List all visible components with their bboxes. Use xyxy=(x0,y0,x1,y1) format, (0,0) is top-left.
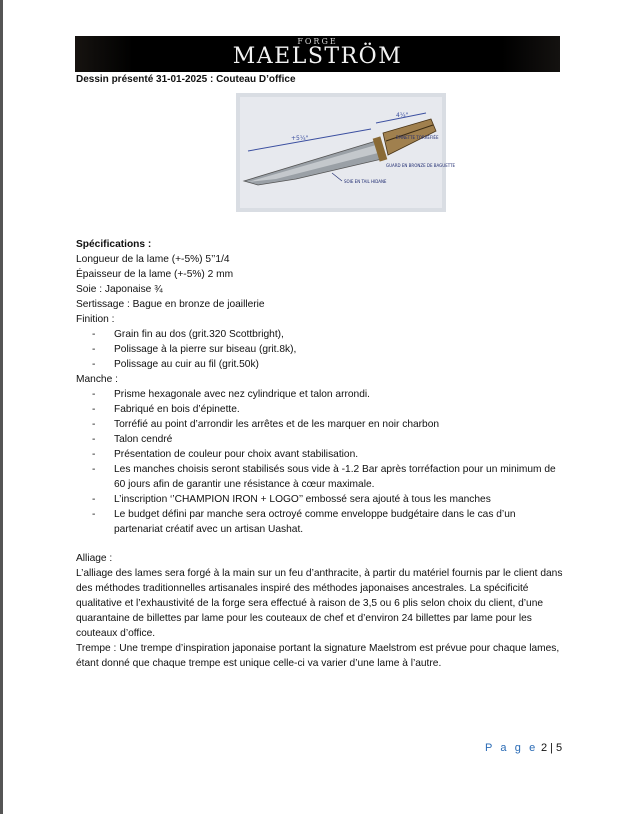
spec-line: Finition : xyxy=(76,314,115,325)
handle-item: - Torréfié au point d’arrondir les arrêtes et de les marquer en noir charbon xyxy=(92,419,440,430)
specs-heading: Spécifications : xyxy=(76,239,152,250)
handle-item: - Talon cendré xyxy=(92,434,173,445)
handle-dimension-note: 4¼" xyxy=(396,112,409,119)
bolster-note: GUARD EN BRONZE DE BAGUETTE xyxy=(386,163,456,168)
spec-line: Sertissage : Bague en bronze de joaillerie xyxy=(76,299,265,310)
finish-item: - Polissage à la pierre sur biseau (grit.8k), xyxy=(92,344,297,355)
finish-item: - Grain fin au dos (grit.320 Scottbright), xyxy=(92,329,284,340)
alloy-paragraph: L’alliage des lames sera forgé à la main sur un feu d’anthracite, à partir du matériel fournis par le client dans des méthodes traditionnelles artisanales inspiré des méthodes japonaises ancestrales. La spécificité qualitative et l’exhaustivité de la forge sera effectué à raison de 3,5 ou 6 plis selon choix du client, d’une quarantaine de billettes par lame pour les couteaux de chef et d’environ 24 billettes par lame pour les couteaux d’office. xyxy=(76,568,563,639)
document-body xyxy=(76,237,566,671)
page-edge xyxy=(0,0,3,814)
spec-line: Soie : Japonaise ¾ xyxy=(76,284,163,295)
spec-line: Épaisseur de la lame (+-5%) 2 mm xyxy=(76,269,234,280)
handle-item: - Le budget défini par manche sera octroyé comme enveloppe budgétaire dans le cas d’un partenariat créatif avec un artisan Uashat. xyxy=(92,509,516,535)
document-title: Dessin présenté 31-01-2025 : Couteau D’office xyxy=(76,74,296,85)
finish-item: - Polissage au cuir au fil (grit.50k) xyxy=(92,359,259,370)
knife-sketch-image xyxy=(236,93,456,212)
banner-subtitle: FORGE xyxy=(297,37,338,46)
page-label: P a g e xyxy=(485,742,538,754)
handle-item: - Présentation de couleur pour choix avant stabilisation. xyxy=(92,449,359,460)
spec-line: Longueur de la lame (+-5%) 5’’1/4 xyxy=(76,254,230,265)
forge-maelstrom-banner xyxy=(75,36,560,72)
page-count: 2 | 5 xyxy=(540,742,563,754)
temper-paragraph: Trempe : Une trempe d’inspiration japonaise portant la signature Maelstrom est prévue pour chaque lames, étant donné que chaque trempe est unique celle-ci va varier d’une lame à l’autre. xyxy=(76,643,560,669)
banner-logo-text: MAELSTRÖM xyxy=(232,44,403,69)
page-number xyxy=(485,742,562,754)
handle-item: - Prisme hexagonale avec nez cylindrique et talon arrondi. xyxy=(92,389,370,400)
handle-item: - Fabriqué en bois d’épinette. xyxy=(92,404,240,415)
handle-item: - L’inscription ‘’CHAMPION IRON + LOGO’’ embossé sera ajouté à tous les manches xyxy=(92,494,491,505)
tang-note: SOIE EN TAIL HIDANE xyxy=(344,179,387,184)
handle-item: - Les manches choisis seront stabilisés sous vide à -1.2 Bar après torréfaction pour un minimum de 60 jours afin de garantir une résistance à cœur maximale. xyxy=(92,464,556,490)
handle-label: Manche : xyxy=(76,374,118,385)
blade-dimension-note: +5¼" xyxy=(291,135,309,142)
alloy-heading: Alliage : xyxy=(76,553,113,564)
handle-note: EPINETTE TORRÉFIÉE xyxy=(396,135,439,140)
